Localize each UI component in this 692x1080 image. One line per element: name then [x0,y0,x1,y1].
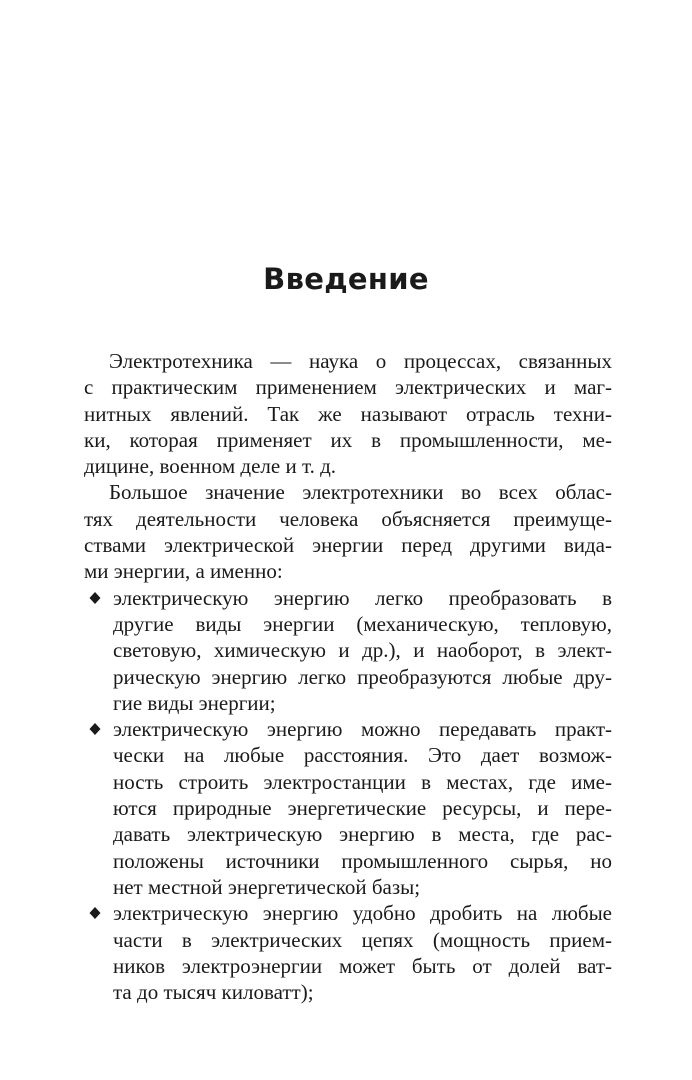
bullet-line: гие виды энергии; [113,690,276,715]
bullet-line: ников электроэнергии может быть от долей ват- [113,953,612,978]
black-diamond-suit-icon [89,592,101,604]
paragraph-line: дицине, военном деле и т. д. [84,454,336,479]
bullet-line: чески на любые расстояния. Это дает возмож- [113,743,612,768]
black-diamond-suit-icon [89,723,101,735]
paragraph-line: ствами электрической энергии перед другими вида- [84,533,612,558]
bullet-line: другие виды энергии (механическую, тепловую, [113,611,612,636]
bullet-line: давать электрическую энергию в места, где рас- [113,822,612,847]
bullet-line: ность строить электростанции в местах, где име- [113,769,612,794]
bullet-line: части в электрических цепях (мощность прием- [113,927,612,952]
bullet-line: электрическую энергию можно передавать практ- [113,717,612,742]
bullet-line: положены источники промышленного сырья, но [113,848,612,873]
paragraph-line: нитных явлений. Так же называют отрасль техни- [84,401,612,426]
bullet-line: электрическую энергию удобно дробить на любые [113,901,612,926]
paragraph-line: с практическим применением электрических и маг- [84,375,612,400]
bullet-line: рическую энергию легко преобразуются любые дру- [113,664,612,689]
bullet-item-division [84,900,612,1005]
paragraph-line: тях деятельности человека объясняется преимуще- [84,506,612,531]
chapter-body [84,348,612,1005]
bullet-line: ются природные энергетические ресурсы, и пере- [113,796,612,821]
chapter-title: Введение [263,262,429,296]
paragraph-importance [84,479,612,584]
black-diamond-suit-icon [89,907,101,919]
bullet-line: нет местной энергетической базы; [113,874,421,899]
bullet-line: световую, химическую и др.), и наоборот, в элект- [113,638,612,663]
paragraph-line: ми энергии, а именно: [84,559,283,584]
paragraph-intro [84,348,612,479]
paragraph-line: ки, которая применяет их в промышленности, ме- [84,427,612,452]
paragraph-line: Большое значение электротехники во всех облас- [109,480,612,505]
bullet-line: электрическую энергию легко преобразовать в [113,585,612,610]
bullet-item-conversion [84,585,612,716]
paragraph-line: Электротехника — наука о процессах, связанных [109,349,612,373]
bullet-item-transmission [84,716,612,900]
bullet-line: та до тысяч киловатт); [113,980,314,1005]
